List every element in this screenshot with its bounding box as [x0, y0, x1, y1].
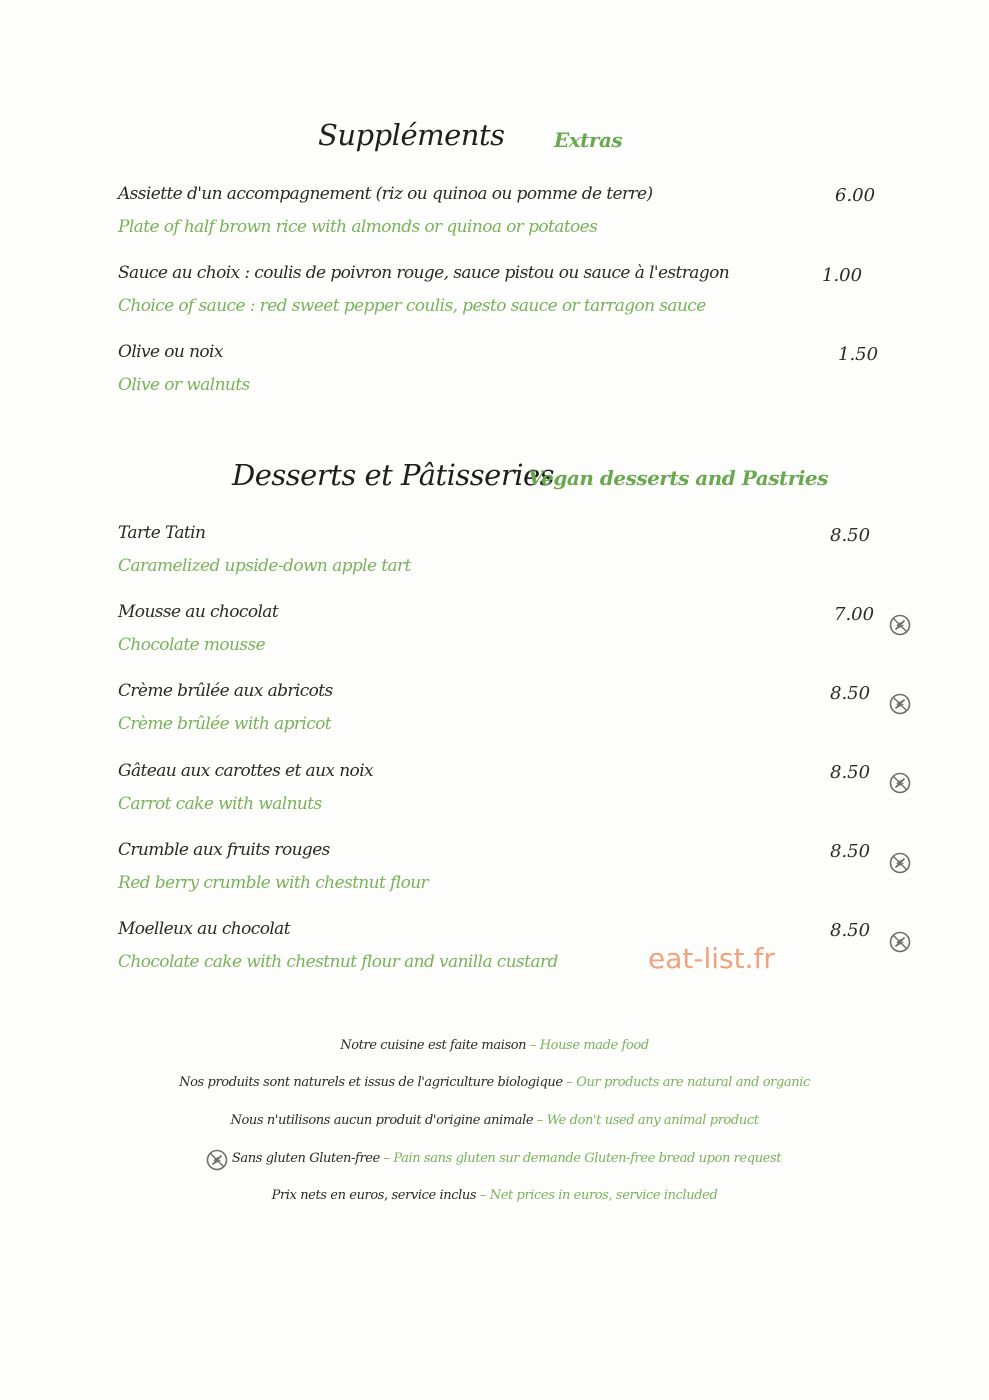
gluten-free-icon — [889, 693, 911, 715]
item-name-fr: Gâteau aux carottes et aux noix — [118, 761, 374, 781]
note-en: Our products are natural and organic — [576, 1075, 810, 1090]
item-name-en: Crème brûlée with apricot — [118, 714, 332, 734]
item-price: 1.00 — [822, 265, 863, 286]
note-fr: Sans gluten Gluten-free — [231, 1151, 380, 1166]
item-name-en: Choice of sauce : red sweet pepper coulis, pesto sauce or tarragon sauce — [118, 296, 706, 316]
item-price: 8.50 — [830, 762, 871, 783]
watermark: eat-list.fr — [648, 942, 775, 975]
note-line — [0, 1075, 989, 1090]
item-name-en: Chocolate mousse — [118, 635, 266, 655]
item-name-en: Olive or walnuts — [118, 375, 250, 395]
item-price: 8.50 — [830, 841, 871, 862]
extras-title-en: Extras — [554, 128, 623, 152]
desserts-title-fr: Desserts et Pâtisseries — [232, 458, 555, 492]
note-separator: – — [533, 1113, 547, 1128]
note-separator: – — [562, 1075, 577, 1090]
item-price: 8.50 — [830, 525, 871, 546]
item-name-fr: Crème brûlée aux abricots — [118, 681, 333, 701]
note-line — [0, 1113, 989, 1128]
item-name-fr: Olive ou noix — [118, 342, 223, 362]
note-separator: – — [526, 1038, 540, 1053]
note-fr: Prix nets en euros, service inclus — [271, 1188, 477, 1203]
item-name-fr: Assiette d'un accompagnement (riz ou quinoa ou pomme de terre) — [118, 184, 653, 204]
item-price: 1.50 — [838, 344, 879, 365]
note-en: House made food — [539, 1038, 649, 1053]
item-name-fr: Moelleux au chocolat — [118, 919, 290, 939]
note-en: We don't used any animal product — [546, 1113, 759, 1128]
note-fr: Nous n'utilisons aucun produit d'origine animale — [230, 1113, 534, 1128]
item-name-en: Caramelized upside-down apple tart — [118, 556, 411, 576]
note-line — [0, 1151, 989, 1166]
item-name-en: Chocolate cake with chestnut flour and vanilla custard — [118, 952, 558, 972]
gluten-free-icon — [889, 772, 911, 794]
item-name-fr: Tarte Tatin — [118, 523, 206, 543]
item-name-en: Red berry crumble with chestnut flour — [118, 873, 429, 893]
note-separator: – — [379, 1151, 394, 1166]
gluten-free-icon — [889, 931, 911, 953]
desserts-title-en: Vegan desserts and Pastries — [528, 466, 828, 490]
note-separator: – — [476, 1188, 490, 1203]
item-price: 7.00 — [834, 604, 875, 625]
gluten-free-icon — [889, 614, 911, 636]
item-price: 8.50 — [830, 683, 871, 704]
note-en: Pain sans gluten sur demande Gluten-free bread upon request — [393, 1151, 782, 1166]
note-fr: Nos produits sont naturels et issus de l'agriculture biologique — [179, 1075, 563, 1090]
note-fr: Notre cuisine est faite maison — [340, 1038, 527, 1053]
extras-title-fr: Suppléments — [318, 118, 505, 152]
item-name-en: Carrot cake with walnuts — [118, 794, 322, 814]
item-price: 8.50 — [830, 920, 871, 941]
gluten-free-icon — [889, 852, 911, 874]
item-price: 6.00 — [835, 185, 876, 206]
item-name-fr: Mousse au chocolat — [118, 602, 279, 622]
note-en: Net prices in euros, service included — [489, 1188, 718, 1203]
item-name-fr: Sauce au choix : coulis de poivron rouge, sauce pistou ou sauce à l'estragon — [118, 263, 730, 283]
item-name-fr: Crumble aux fruits rouges — [118, 840, 330, 860]
note-line — [0, 1188, 989, 1203]
item-name-en: Plate of half brown rice with almonds or quinoa or potatoes — [118, 217, 598, 237]
note-line — [0, 1038, 989, 1053]
